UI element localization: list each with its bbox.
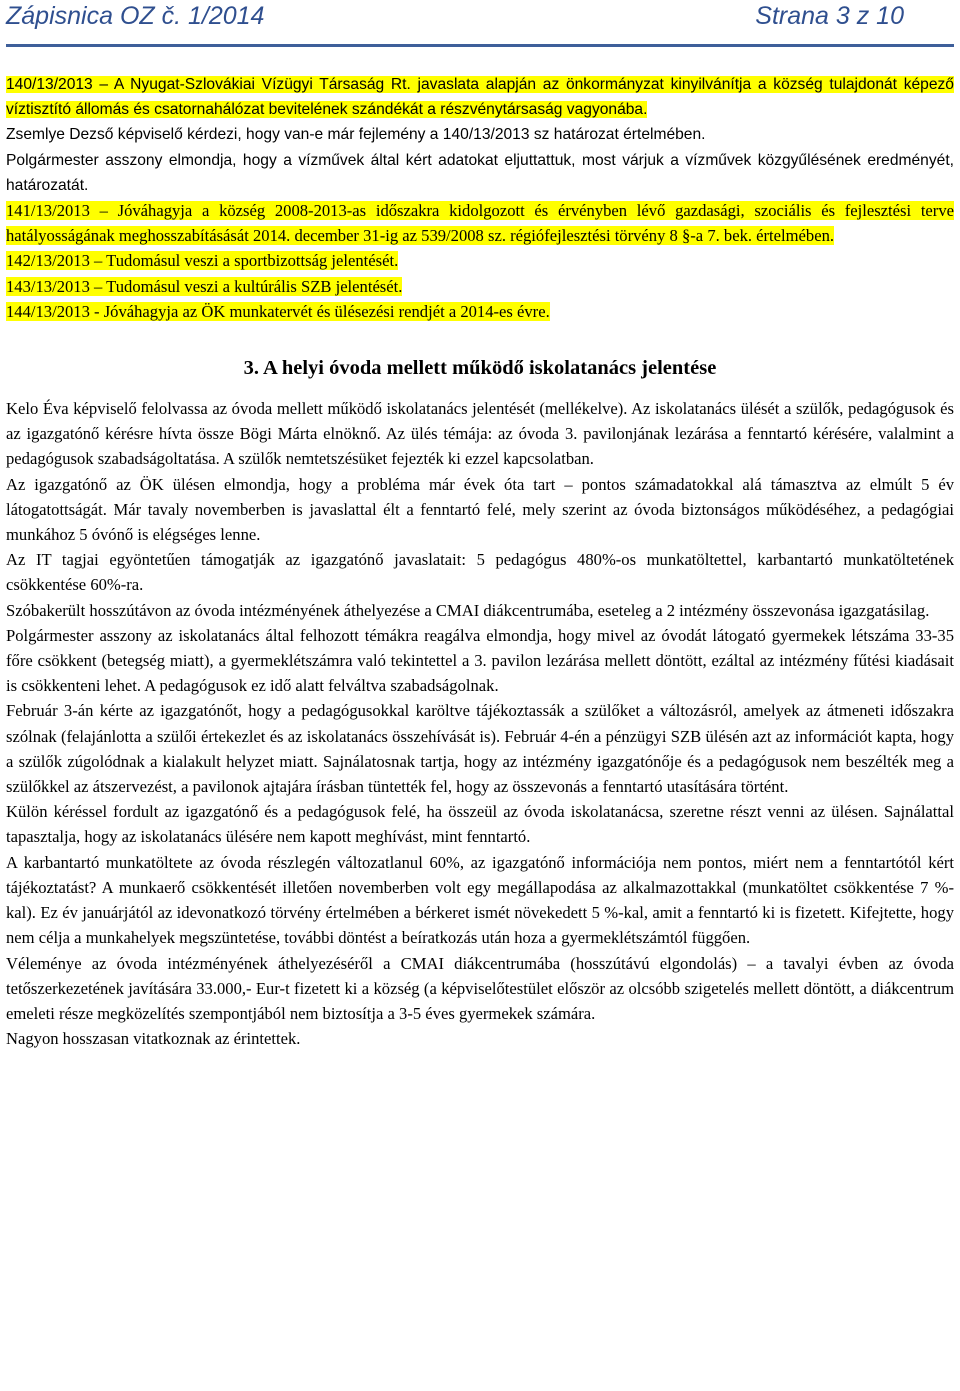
- mayor-answer: Polgármester asszony elmondja, hogy a vízművek által kért adatokat eljuttattuk, most várjuk a vízművek közgyűlésének eredményét, határozatát.: [6, 151, 954, 194]
- section-heading: 3. A helyi óvoda mellett működő iskolatanács jelentése: [243, 357, 717, 380]
- page-header: [6, 2, 904, 36]
- paragraph: Nagyon hosszasan vitatkoznak az érintettek.: [6, 1029, 301, 1049]
- resolution-143: 143/13/2013 – Tudomásul veszi a kultúrális SZB jelentését.: [6, 276, 403, 296]
- paragraph: Polgármester asszony az iskolatanács által felhozott témákra reagálva elmondja, hogy mivel az óvodát látogató gyermekek létszáma 33-35 főre csökkent (betegség miatt), a gyermeklétszámra való tekintettel a 3. pavilon lezárása mellett döntött, ezáltal az intézmény fűtési kiadásait is csökkenteni lehet. A pedagógusok ez idő alatt felváltva szabadságolnak.: [6, 625, 954, 696]
- resolution-144: 144/13/2013 - Jóváhagyja az ÖK munkatervét és ülésezési rendjét a 2014-es évre.: [6, 301, 550, 321]
- paragraph: A karbantartó munkatöltete az óvoda részlegén változatlanul 60%, az igazgatónő információja nem pontos, miért nem a fenntartótól kért tájékoztatást? A munkaerő csökkentését illetően novemberben volt egy megállapodása az alkalmazottakkal (munkatöltet csökkentése 7 %-kal). Ez év januárjától az idevonatkozó törvény értelmében a bérkeret ismét növekedett 5 %-kal, amit a fenntartó ki is fizetett. Kifejtette, hogy nem célja a munkahelyek megszüntetése, további döntést a beíratkozás után hoza a gyermeklétszámtól függően.: [6, 852, 954, 948]
- resolution-140: 140/13/2013 – A Nyugat-Szlovákiai Vízügyi Társaság Rt. javaslata alapján az önkormányzat kinyilvánítja a község tulajdonát képező víztisztító állomás és csatornahálózat bevitelének szándékát a részvénytársaság vagyonába.: [6, 76, 954, 119]
- paragraph: Külön kéréssel fordult az igazgatónő és a pedagógusok felé, ha összeül az óvoda iskolatanácsa, szeretne részt venni az ülésen. Sajnálattal tapasztalja, hogy az iskolatanács ülésére nem kapott meghívást, mint fenntartó.: [6, 802, 954, 847]
- resolution-142: 142/13/2013 – Tudomásul veszi a sportbizottság jelentését.: [6, 251, 399, 271]
- document-title: Zápisnica OZ č. 1/2014: [6, 2, 265, 30]
- paragraph: Az IT tagjai egyöntetűen támogatják az igazgatónő javaslatait: 5 pedagógus 480%-os munkatöltettel, karbantartó munkatöltetének csökkentése 60%-ra.: [6, 550, 954, 595]
- paragraph: Véleménye az óvoda intézményének áthelyezéséről a CMAI diákcentrumába (hosszútávú elgondolás) – a tavalyi évben az óvoda tetőszerkezetének javítására 33.000,- Eur-t fizetett ki a község (a képviselőtestület először az olcsóbb szigetelés mellett döntött, a diákcentrum emeleti része megközelítés szempontjából nem biztosítja a 3-5 éves gyermekek számára.: [6, 953, 954, 1023]
- paragraph: Február 3-án kérte az igazgatónőt, hogy a pedagógusokkal karöltve tájékoztassák a szülőket a változásról, amelyek az átmeneti időszakra szólnak (felajánlotta a szülői értekezlet és az iskolatanács összehívását is). Február 4-én a pénzügyi SZB ülésén azt az információt kapta, hogy a szülők zúgolódnak a kialakult helyzet miatt. Sajnálatosnak tartja, hogy az intézmény igazgatónője és a pedagógusok nem beszélték meg a szülőkkel az átszervezést, a pavilonok ajtajára írásban tüntették fel, hogy az összevonás a fenntartó utasítására történt.: [6, 701, 954, 797]
- header-divider: [6, 44, 954, 47]
- page-number: Strana 3 z 10: [755, 2, 904, 30]
- question-zsemlye: Zsemlye Dezső képviselő kérdezi, hogy van-e már fejlemény a 140/13/2013 sz határozat értelmében.: [6, 126, 706, 144]
- document-body: [6, 72, 954, 1051]
- paragraph: Kelo Éva képviselő felolvassa az óvoda mellett működő iskolatanács jelentését (mellékelve). Az iskolatanács ülését a szülők, pedagógusok és az igazgatónő kérésre hívta össze Bögi Márta elnöknő. Az ülés témája: az óvoda 3. pavilonjának lezárása a fenntartó kérésére, valalmint a pedagógusok szabadságoltatása. A szülők nemtetszésüket fejezték ki ezzel kapcsolatban.: [6, 399, 954, 469]
- resolution-141: 141/13/2013 – Jóváhagyja a község 2008-2013-as időszakra kidolgozott és érvényben lévő gazdasági, szociális és fejlesztési terve hatályosságának meghosszabításását 2014. december 31-ig az 539/2008 sz. régiófejlesztési törvény 8 §-a 7. bek. értelmében.: [6, 201, 954, 246]
- paragraph: Az igazgatónő az ÖK ülésen elmondja, hogy a probléma már évek óta tart – pontos számadatokkal alá támasztva az elmúlt 5 év látogatottságát. Már tavaly novemberben is javaslattal élt a fenntartó felé, mely szerint az óvoda biztonságos működéséhez, a pedagógiai munkához 5 óvónő is elégséges lenne.: [6, 474, 954, 545]
- paragraph: Szóbakerült hosszútávon az óvoda intézményének áthelyezése a CMAI diákcentrumába, eseteleg a 2 intézmény összevonása igazgatásilag.: [6, 600, 930, 620]
